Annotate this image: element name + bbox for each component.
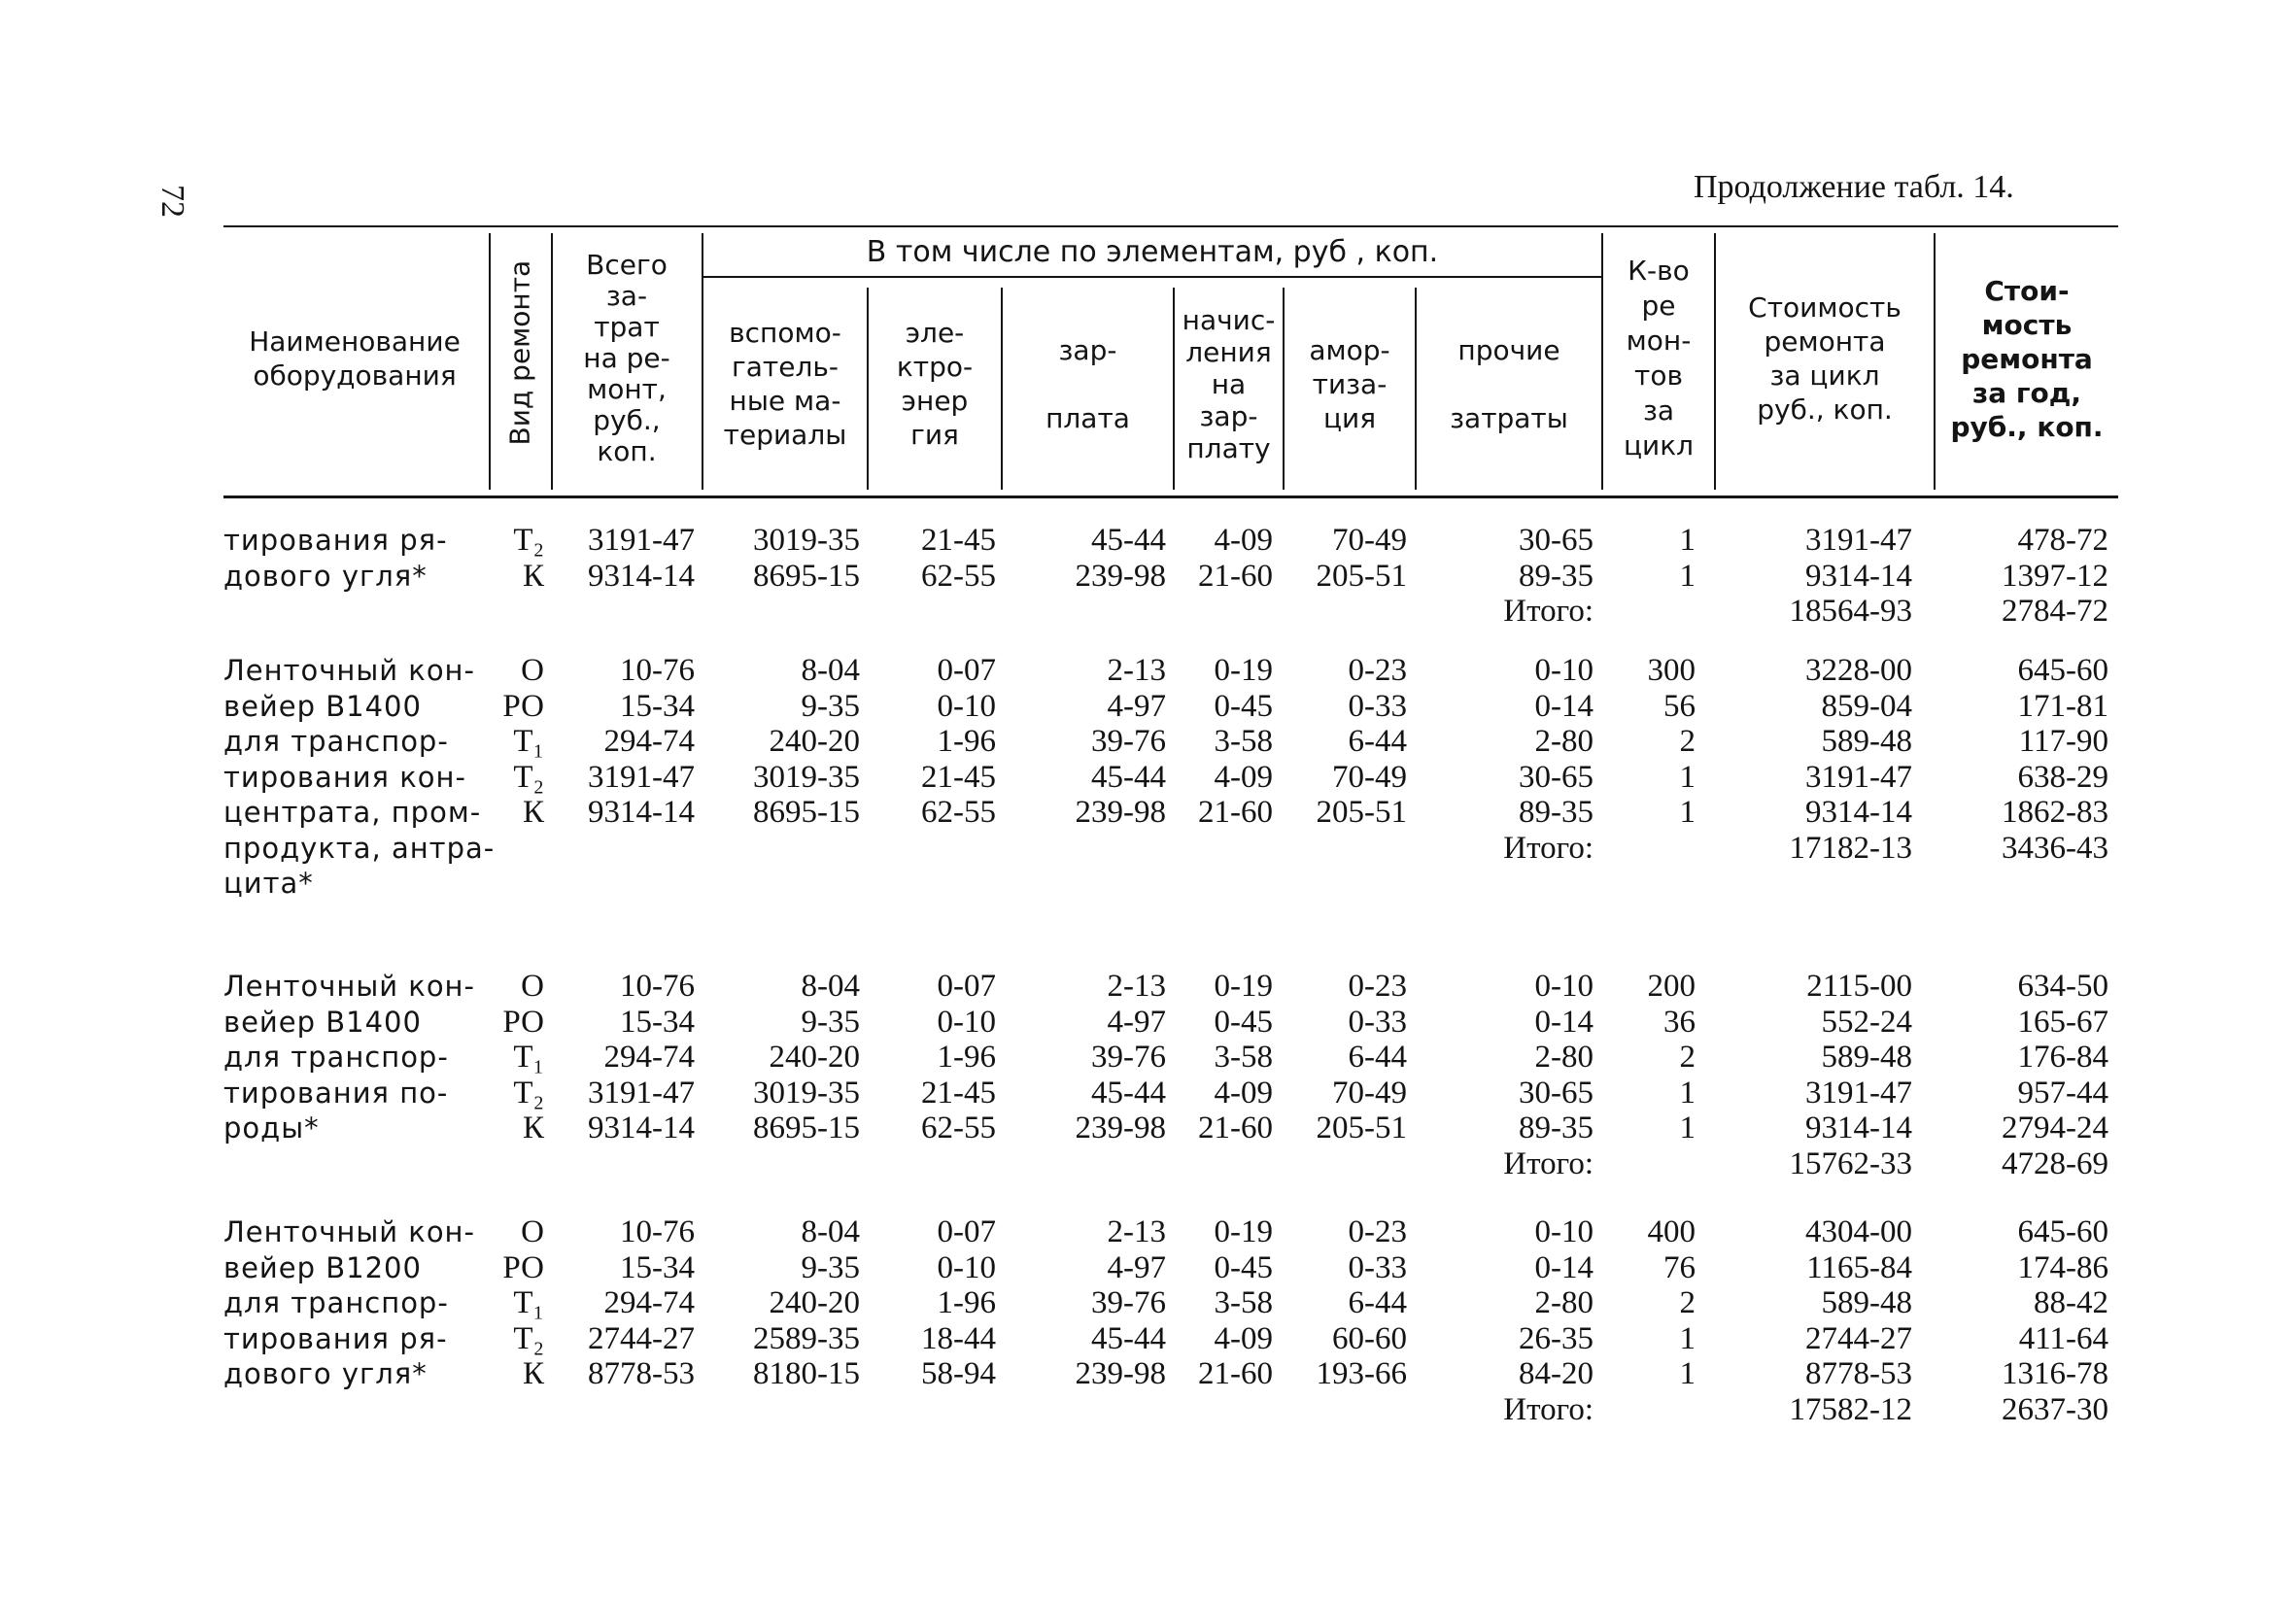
cycle-cost-value: 2115-00 [1806, 969, 1912, 1004]
salary-value: 39-76 [1091, 1040, 1166, 1075]
header-other-costs: прочие затраты [1450, 333, 1568, 434]
equipment-name: Ленточный кон- [223, 970, 475, 1003]
other-value: 89-35 [1519, 1111, 1593, 1145]
total-cost: 3191-47 [588, 1075, 695, 1111]
materials-value: 8695-15 [753, 795, 860, 830]
total-cost: 3191-47 [588, 523, 695, 558]
year-cost-total: 2784-72 [2002, 594, 2108, 629]
year-cost-value: 174-86 [2017, 1249, 2108, 1285]
other-value: 84-20 [1519, 1356, 1593, 1391]
cycle-cost-value: 3228-00 [1805, 653, 1912, 688]
itogo-label: Итого: [1503, 830, 1593, 866]
other-value: 0-10 [1534, 1214, 1593, 1249]
repair-type: Т₂ [513, 1075, 544, 1111]
equipment-name: тирования ря- [223, 524, 448, 557]
cycle-cost-value: 1165-84 [1806, 1249, 1912, 1285]
charges-value: 3-58 [1214, 724, 1273, 759]
salary-value: 2-13 [1107, 969, 1166, 1004]
salary-value: 45-44 [1091, 759, 1166, 795]
charges-value: 0-45 [1214, 688, 1273, 724]
energy-value: 0-07 [937, 969, 996, 1004]
cycle-cost-value: 589-48 [1821, 724, 1912, 759]
total-cost: 2744-27 [588, 1320, 695, 1356]
repair-type: К [522, 1111, 544, 1145]
materials-value: 9-35 [801, 1004, 860, 1040]
count-value: 2 [1679, 724, 1696, 759]
year-cost-total: 3436-43 [2002, 830, 2108, 866]
table-row [223, 724, 2118, 759]
count-value: 1 [1679, 1320, 1696, 1356]
energy-value: 62-55 [921, 558, 996, 594]
cycle-cost-total: 15762-33 [1789, 1145, 1912, 1181]
materials-value: 8-04 [801, 653, 860, 688]
table-row [223, 866, 2118, 901]
amortization-value: 6-44 [1348, 1040, 1407, 1075]
equipment-name: Ленточный кон- [223, 1215, 475, 1248]
materials-value: 8-04 [801, 1214, 860, 1249]
amortization-value: 60-60 [1332, 1320, 1407, 1356]
equipment-name: дового угля* [223, 1357, 428, 1390]
count-value: 200 [1647, 969, 1696, 1004]
amortization-value: 205-51 [1316, 795, 1407, 830]
total-cost: 8778-53 [588, 1356, 695, 1391]
repair-type: РО [502, 1249, 544, 1285]
count-value: 300 [1647, 653, 1696, 688]
salary-value: 4-97 [1107, 1249, 1166, 1285]
cycle-cost-total: 17582-12 [1789, 1391, 1912, 1427]
table-body [223, 0, 2118, 1606]
materials-value: 3019-35 [753, 759, 860, 795]
repair-type: К [522, 558, 544, 594]
materials-value: 2589-35 [753, 1320, 860, 1356]
table-row [223, 1111, 2118, 1145]
total-cost: 10-76 [620, 1214, 695, 1249]
cycle-cost-value: 2744-27 [1805, 1320, 1912, 1356]
year-cost-value: 638-29 [2017, 759, 2108, 795]
cycle-cost-value: 552-24 [1821, 1004, 1912, 1040]
energy-value: 0-10 [937, 1004, 996, 1040]
total-cost: 294-74 [603, 724, 695, 759]
count-value: 76 [1663, 1249, 1696, 1285]
energy-value: 0-10 [937, 1249, 996, 1285]
cycle-cost-value: 589-48 [1821, 1285, 1912, 1320]
salary-value: 45-44 [1091, 1320, 1166, 1356]
total-cost: 10-76 [620, 653, 695, 688]
amortization-value: 0-33 [1348, 688, 1407, 724]
header-elements-group: В том числе по элементам, руб , коп. [866, 234, 1439, 269]
materials-value: 8695-15 [753, 558, 860, 594]
cycle-cost-value: 8778-53 [1805, 1356, 1912, 1391]
salary-value: 45-44 [1091, 1075, 1166, 1111]
charges-value: 0-19 [1214, 969, 1273, 1004]
year-cost-total: 4728-69 [2002, 1145, 2108, 1181]
count-value: 2 [1679, 1285, 1696, 1320]
year-cost-total: 2637-30 [2002, 1391, 2108, 1427]
energy-value: 1-96 [937, 1040, 996, 1075]
cycle-cost-value: 859-04 [1821, 688, 1912, 724]
table-row [223, 1285, 2118, 1320]
salary-value: 239-98 [1075, 558, 1166, 594]
materials-value: 8-04 [801, 969, 860, 1004]
equipment-name: для транспор- [223, 1286, 449, 1319]
count-value: 2 [1679, 1040, 1696, 1075]
salary-value: 239-98 [1075, 1111, 1166, 1145]
table-row [223, 523, 2118, 558]
count-value: 56 [1663, 688, 1696, 724]
table-row [223, 1005, 2118, 1040]
header-cycle-cost: Стоимость ремонта за цикл руб., коп. [1748, 291, 1902, 426]
total-cost: 10-76 [620, 969, 695, 1004]
charges-value: 21-60 [1198, 1356, 1273, 1391]
header-amortization: амор- тиза- ция [1309, 333, 1390, 434]
count-value: 1 [1679, 795, 1696, 830]
salary-value: 4-97 [1107, 688, 1166, 724]
repair-type: Т₂ [513, 1320, 544, 1356]
total-cost: 9314-14 [588, 558, 695, 594]
energy-value: 0-10 [937, 688, 996, 724]
amortization-value: 0-23 [1348, 653, 1407, 688]
charges-value: 0-45 [1214, 1249, 1273, 1285]
materials-value: 240-20 [769, 1040, 860, 1075]
total-cost: 15-34 [620, 1004, 695, 1040]
energy-value: 18-44 [921, 1320, 996, 1356]
total-cost: 15-34 [620, 688, 695, 724]
itogo-label: Итого: [1503, 1391, 1593, 1427]
total-row [223, 594, 2118, 629]
page-number: 72 [154, 185, 190, 218]
other-value: 0-14 [1534, 1004, 1593, 1040]
energy-value: 62-55 [921, 1111, 996, 1145]
equipment-name: тирования кон- [223, 760, 466, 794]
cycle-cost-value: 3191-47 [1805, 759, 1912, 795]
charges-value: 4-09 [1214, 523, 1273, 558]
year-cost-value: 1862-83 [2002, 795, 2108, 830]
repair-type: РО [502, 1004, 544, 1040]
energy-value: 21-45 [921, 523, 996, 558]
amortization-value: 0-23 [1348, 1214, 1407, 1249]
other-value: 89-35 [1519, 795, 1593, 830]
total-row [223, 831, 2118, 866]
year-cost-value: 957-44 [2017, 1075, 2108, 1111]
year-cost-value: 2794-24 [2002, 1111, 2108, 1145]
header-total-cost: Всего за- трат на ре- монт, руб., коп. [583, 249, 670, 467]
equipment-name: для транспор- [223, 725, 449, 758]
count-value: 1 [1679, 523, 1696, 558]
count-value: 1 [1679, 1075, 1696, 1111]
total-cost: 3191-47 [588, 759, 695, 795]
year-cost-value: 1397-12 [2002, 558, 2108, 594]
header-materials: вспомо- гатель- ные ма- териалы [723, 317, 847, 451]
total-cost: 9314-14 [588, 795, 695, 830]
cycle-cost-value: 9314-14 [1805, 558, 1912, 594]
energy-value: 0-07 [937, 1214, 996, 1249]
amortization-value: 6-44 [1348, 724, 1407, 759]
count-value: 400 [1647, 1214, 1696, 1249]
equipment-name: продукта, антра- [223, 831, 496, 865]
cycle-cost-total: 18564-93 [1789, 594, 1912, 629]
repair-type: К [522, 1356, 544, 1391]
cycle-cost-value: 4304-00 [1805, 1214, 1912, 1249]
other-value: 30-65 [1519, 759, 1593, 795]
year-cost-value: 645-60 [2017, 1214, 2108, 1249]
total-cost: 294-74 [603, 1285, 695, 1320]
other-value: 2-80 [1534, 1040, 1593, 1075]
year-cost-value: 88-42 [2034, 1285, 2108, 1320]
header-repairs-count: К-во ре мон- тов за цикл [1623, 255, 1695, 461]
repair-type: РО [502, 688, 544, 724]
other-value: 2-80 [1534, 1285, 1593, 1320]
equipment-name: вейер В1400 [223, 689, 422, 723]
amortization-value: 0-33 [1348, 1004, 1407, 1040]
header-salary-charges: начис- ления на зар- плату [1182, 303, 1276, 464]
amortization-value: 70-49 [1332, 759, 1407, 795]
year-cost-value: 176-84 [2017, 1040, 2108, 1075]
equipment-name: Ленточный кон- [223, 654, 475, 687]
amortization-value: 6-44 [1348, 1285, 1407, 1320]
other-value: 0-10 [1534, 653, 1593, 688]
header-energy: эле- ктро- энер гия [896, 317, 974, 451]
repair-type: О [521, 1214, 544, 1249]
header-year-cost: Стои- мость ремонта за год, руб., коп. [1950, 274, 2104, 443]
other-value: 30-65 [1519, 523, 1593, 558]
repair-type: Т₂ [513, 759, 544, 795]
year-cost-value: 171-81 [2017, 688, 2108, 724]
amortization-value: 205-51 [1316, 558, 1407, 594]
amortization-value: 0-23 [1348, 969, 1407, 1004]
header-equipment-name: Наименование оборудования [249, 325, 461, 392]
year-cost-value: 165-67 [2017, 1004, 2108, 1040]
equipment-name: вейер В1200 [223, 1250, 422, 1284]
energy-value: 1-96 [937, 1285, 996, 1320]
energy-value: 21-45 [921, 759, 996, 795]
total-row [223, 1146, 2118, 1181]
materials-value: 3019-35 [753, 1075, 860, 1111]
repair-type: Т₁ [513, 1285, 544, 1320]
equipment-name: центрата, пром- [223, 796, 482, 829]
total-cost: 9314-14 [588, 1111, 695, 1145]
equipment-name: вейер В1400 [223, 1005, 422, 1039]
table-row [223, 1321, 2118, 1356]
itogo-label: Итого: [1503, 594, 1593, 629]
charges-value: 21-60 [1198, 558, 1273, 594]
other-value: 89-35 [1519, 558, 1593, 594]
repair-type: Т₂ [513, 523, 544, 558]
year-cost-value: 634-50 [2017, 969, 2108, 1004]
amortization-value: 70-49 [1332, 1075, 1407, 1111]
table-row [223, 760, 2118, 795]
table-row [223, 653, 2118, 688]
charges-value: 0-19 [1214, 653, 1273, 688]
materials-value: 8180-15 [753, 1356, 860, 1391]
repair-type: Т₁ [513, 1040, 544, 1075]
equipment-name: для транспор- [223, 1041, 449, 1074]
charges-value: 3-58 [1214, 1285, 1273, 1320]
energy-value: 21-45 [921, 1075, 996, 1111]
cycle-cost-value: 3191-47 [1805, 523, 1912, 558]
materials-value: 240-20 [769, 724, 860, 759]
equipment-name: роды* [223, 1111, 320, 1145]
total-cost: 15-34 [620, 1249, 695, 1285]
table-row [223, 1076, 2118, 1111]
year-cost-value: 117-90 [2018, 724, 2108, 759]
other-value: 0-14 [1534, 688, 1593, 724]
year-cost-value: 645-60 [2017, 653, 2108, 688]
charges-value: 4-09 [1214, 1075, 1273, 1111]
count-value: 1 [1679, 1111, 1696, 1145]
year-cost-value: 1316-78 [2002, 1356, 2108, 1391]
charges-value: 4-09 [1214, 759, 1273, 795]
table-row [223, 689, 2118, 724]
salary-value: 39-76 [1091, 1285, 1166, 1320]
total-cost: 294-74 [603, 1040, 695, 1075]
repair-type: О [521, 969, 544, 1004]
materials-value: 9-35 [801, 1249, 860, 1285]
repair-type: О [521, 653, 544, 688]
header-repair-type: Вид ремонта [503, 259, 536, 446]
salary-value: 239-98 [1075, 1356, 1166, 1391]
energy-value: 62-55 [921, 795, 996, 830]
amortization-value: 205-51 [1316, 1111, 1407, 1145]
count-value: 1 [1679, 558, 1696, 594]
year-cost-value: 411-64 [2018, 1320, 2108, 1356]
table-row [223, 1356, 2118, 1391]
materials-value: 3019-35 [753, 523, 860, 558]
cycle-cost-value: 9314-14 [1805, 795, 1912, 830]
charges-value: 3-58 [1214, 1040, 1273, 1075]
amortization-value: 193-66 [1316, 1356, 1407, 1391]
repair-type: К [522, 795, 544, 830]
salary-value: 45-44 [1091, 523, 1166, 558]
materials-value: 240-20 [769, 1285, 860, 1320]
table-row [223, 1250, 2118, 1285]
charges-value: 4-09 [1214, 1320, 1273, 1356]
count-value: 1 [1679, 1356, 1696, 1391]
count-value: 1 [1679, 759, 1696, 795]
table-row [223, 1040, 2118, 1075]
salary-value: 2-13 [1107, 653, 1166, 688]
salary-value: 239-98 [1075, 795, 1166, 830]
other-value: 2-80 [1534, 724, 1593, 759]
table-caption: Продолжение табл. 14. [1694, 169, 2014, 205]
salary-value: 4-97 [1107, 1004, 1166, 1040]
salary-value: 39-76 [1091, 724, 1166, 759]
total-row [223, 1392, 2118, 1427]
energy-value: 0-07 [937, 653, 996, 688]
cycle-cost-total: 17182-13 [1789, 830, 1912, 866]
other-value: 0-14 [1534, 1249, 1593, 1285]
materials-value: 9-35 [801, 688, 860, 724]
materials-value: 8695-15 [753, 1111, 860, 1145]
table-row [223, 559, 2118, 594]
energy-value: 58-94 [921, 1356, 996, 1391]
amortization-value: 0-33 [1348, 1249, 1407, 1285]
repair-type: Т₁ [513, 724, 544, 759]
other-value: 30-65 [1519, 1075, 1593, 1111]
charges-value: 0-45 [1214, 1004, 1273, 1040]
energy-value: 1-96 [937, 724, 996, 759]
equipment-name: тирования ря- [223, 1321, 448, 1355]
charges-value: 21-60 [1198, 1111, 1273, 1145]
charges-value: 21-60 [1198, 795, 1273, 830]
table-row [223, 1214, 2118, 1249]
other-value: 0-10 [1534, 969, 1593, 1004]
table-row [223, 795, 2118, 830]
salary-value: 2-13 [1107, 1214, 1166, 1249]
year-cost-value: 478-72 [2017, 523, 2108, 558]
equipment-name: тирования по- [223, 1076, 449, 1110]
charges-value: 0-19 [1214, 1214, 1273, 1249]
cycle-cost-value: 589-48 [1821, 1040, 1912, 1075]
count-value: 36 [1663, 1004, 1696, 1040]
equipment-name: цита* [223, 867, 314, 900]
amortization-value: 70-49 [1332, 523, 1407, 558]
header-salary: зар- плата [1045, 333, 1130, 434]
itogo-label: Итого: [1503, 1145, 1593, 1181]
equipment-name: дового угля* [223, 559, 428, 593]
cycle-cost-value: 3191-47 [1805, 1075, 1912, 1111]
cycle-cost-value: 9314-14 [1805, 1111, 1912, 1145]
other-value: 26-35 [1519, 1320, 1593, 1356]
table-row [223, 969, 2118, 1004]
